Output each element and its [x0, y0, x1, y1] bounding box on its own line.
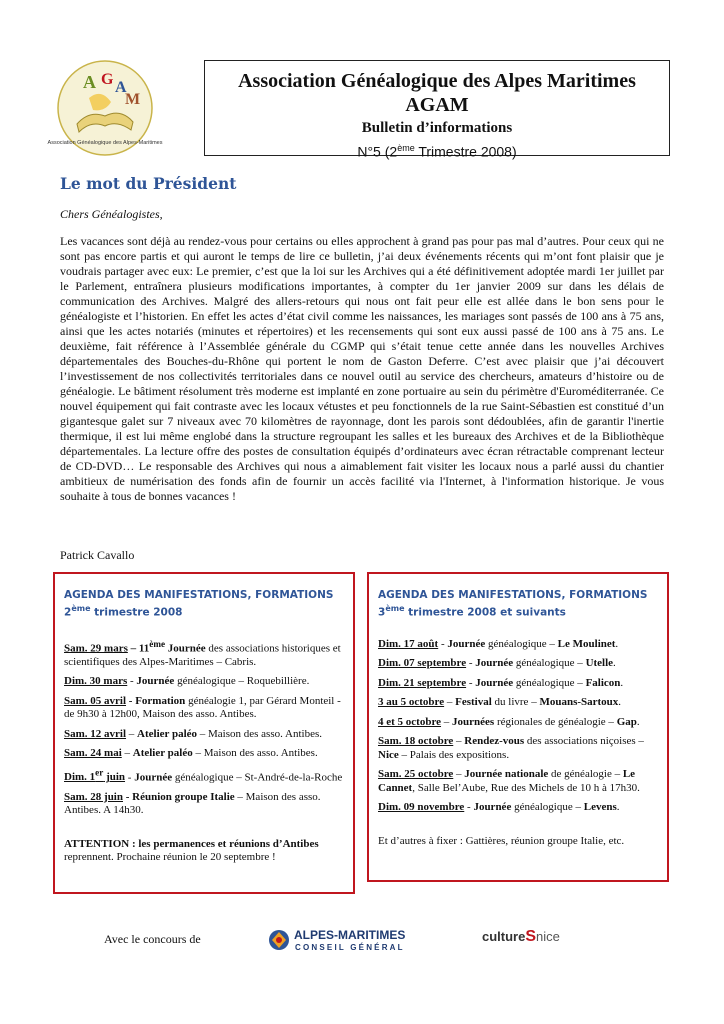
- agam-logo: [47, 58, 163, 158]
- list-item: Sam. 24 mai – Atelier paléo – Maison des asso. Antibes.: [64, 747, 318, 760]
- list-item: Sam. 28 juin - Réunion groupe Italie – Maison des asso. Antibes. A 14h30.: [64, 790, 321, 817]
- list-item: Dim. 21 septembre - Journée généalogique – Falicon.: [378, 676, 624, 689]
- agenda-q3-note: Et d’autres à fixer : Gattières, réunion groupe Italie, etc.: [378, 834, 625, 847]
- list-item: Dim. 07 septembre - Journée généalogique – Utelle.: [378, 657, 616, 669]
- agenda-box-q3: [367, 572, 669, 882]
- list-item: Dim. 17 août - Journée généalogique – Le Moulinet.: [378, 637, 619, 650]
- alpes-maritimes-logo-line2: CONSEIL GÉNÉRAL: [295, 943, 405, 952]
- agenda-q2-title: AGENDA DES MANIFESTATIONS, FORMATIONS 2ème trimestre 2008: [64, 589, 334, 619]
- list-item: 4 et 5 octobre – Journées régionales de généalogie – Gap.: [378, 715, 640, 728]
- president-body: Les vacances sont déjà au rendez-vous pour certains ou elles approchent à grand pas pour pas mal d’autres. Pour ceux qui ne sont pas encore partis et qui auront le temps de lire ce bulletin, j’ai deux événements récents qui m’ont font plaisir que je voudrais partager avec eux: Le premier, c’est que la loi sur les Archives qui a été définitivement adoptée mardi 1er juillet par le Parlement, entraînera plusieurs modifications importantes, à compter du 1er janvier 2009 sur dans les délais de communication des Archives. Malgré des allers-retours qui nous ont fait peur elle est allée dans le bon sens pour le généalogiste et l’historien. En effet les actes d’état civil comme les naissances, les mariages sont passés de 100 ans à 75 ans, ainsi que les actes notariés (minutes et répertoires) et les recensements qui sont eux aussi passé de 100 ans à 75 ans. Le deuxième, fait référence à l’Assemblée générale du CGMP qui s’était tenue cette année dans les nouvelles Archives départementales des Bouches-du-Rhône qui portent le nom de Gaston Deferre. C’est avec plaisir que j’ai découvert l’investissement de nos collectivités territoriales dans ce nouvel outil au service des chercheurs, amateurs d’histoire ou de généalogie. Le bâtiment résolument très moderne est implanté en zone portuaire au sein du périmètre d'Euroméditerranée. Ce nouvel équipement qui fait contraste avec les locaux vétustes et peu fonctionnels de la rue Saint-Sébastien est constitué d’un gigantesque galet sur 7 niveaux avec 70 kilomètres de rayonnage, dont les parois sont dédoublées, afin de garantir l'inertie thermique, il est lui même englobé dans la structure regroupant les salles et les bureaux des Archives et de la Bibliothèque départementales. La lecture offre des postes de consultation équipés d’ordinateurs avec écran rétractable comprenant lecteur de CD-DVD… Le responsable des Archives qui nous a aimablement fait visiter les locaux nous a parlé aussi du chantier ambitieux de numérisation des fonds afin de fournir un accès facilité via l'Internet, à l'information historique. Je vous souhaite à tous de bonnes vacances !: [60, 234, 664, 503]
- list-item: Sam. 05 avril - Formation généalogie 1, par Gérard Monteil - de 9h30 à 12h00, Maison des asso. Antibes.: [64, 694, 341, 721]
- footer-sponsor-text: Avec le concours de: [104, 932, 201, 946]
- logo-letter-a: A: [83, 72, 96, 92]
- logo-letter-g: G: [101, 71, 114, 88]
- header-title-line2: AGAM: [405, 94, 469, 116]
- agenda-q3-title: AGENDA DES MANIFESTATIONS, FORMATIONS 3ème trimestre 2008 et suivants: [378, 589, 648, 619]
- header-issue-number: N°5 (2ème Trimestre 2008): [357, 143, 517, 160]
- header-title-line1: Association Généalogique des Alpes Maritimes: [238, 70, 636, 92]
- header-box: [204, 60, 670, 160]
- list-item: Sam. 12 avril – Atelier paléo – Maison des asso. Antibes.: [64, 727, 322, 740]
- agenda-box-q2: [53, 572, 355, 894]
- list-item: Sam. 25 octobre – Journée nationale de généalogie – Le Cannet, Salle Bel’Aube, Rue des Michels de 10 h à 17h30.: [378, 768, 640, 794]
- logo-letter-a2: A: [115, 79, 127, 96]
- list-item: Dim. 09 novembre - Journée généalogique – Levens.: [378, 801, 620, 813]
- president-greeting: Chers Généalogistes,: [60, 207, 163, 221]
- agenda-q2-note: ATTENTION : les permanences et réunions d’Antibes reprennent. Prochaine réunion le 20 septembre !: [64, 837, 319, 864]
- list-item: Sam. 18 octobre – Rendez-vous des associations niçoises – Nice – Palais des expositions.: [378, 735, 644, 761]
- list-item: Dim. 30 mars - Journée généalogique – Roquebillière.: [64, 675, 310, 688]
- list-item: Dim. 1er juin - Journée généalogique – St-André-de-la-Roche: [64, 767, 343, 784]
- agenda-q3-list: [378, 638, 659, 815]
- logo-ring-text: Association Généalogique des Alpes-Maritimes: [47, 140, 163, 146]
- list-item: Sam. 29 mars – 11ème Journée des associations historiques et scientifiques des Alpes-Maritimes – Cabris.: [64, 638, 341, 668]
- president-signature: Patrick Cavallo: [60, 548, 135, 562]
- logo-letter-m: M: [125, 91, 141, 108]
- list-item: 3 au 5 octobre – Festival du livre – Mouans-Sartoux.: [378, 696, 622, 708]
- president-heading: Le mot du Président: [60, 174, 237, 193]
- header-subtitle: Bulletin d’informations: [361, 120, 513, 136]
- alpes-maritimes-logo: [268, 927, 428, 953]
- culture-nice-logo: cultureSnice: [482, 928, 560, 945]
- agenda-q2-list: [64, 638, 345, 818]
- alpes-maritimes-logo-line1: ALPES-MARITIMES: [294, 928, 406, 942]
